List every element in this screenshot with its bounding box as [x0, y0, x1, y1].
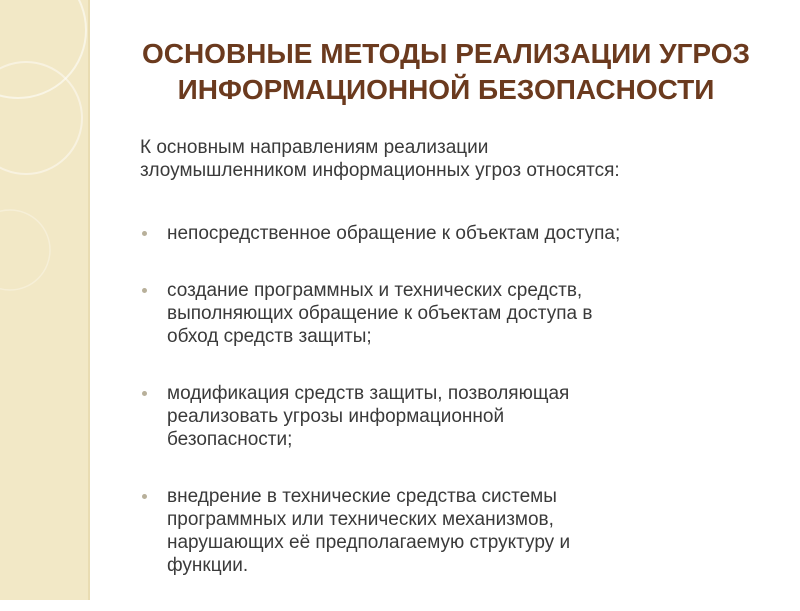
bullet-line: внедрение в технические средства системы: [167, 486, 557, 507]
slide-title: [92, 36, 800, 108]
bullet-line: реализовать угрозы информационной: [167, 406, 505, 427]
bullet-dot-icon: [142, 288, 147, 293]
bullet-dot-icon: [142, 494, 147, 499]
bullet-item-mechanism-injection: [140, 485, 760, 577]
bullet-item-direct-access: [140, 222, 760, 245]
slide-title-line-2: ИНФОРМАЦИОННОЙ БЕЗОПАСНОСТИ: [177, 74, 715, 105]
intro-line-1: К основным направлениям реализации: [140, 137, 489, 158]
intro-text: [140, 136, 780, 182]
bullet-line: выполняющих обращение к объектам доступа в: [167, 303, 593, 324]
bullet-line: программных или технических механизмов,: [167, 509, 554, 530]
intro-line-2: злоумышленником информационных угроз относятся:: [140, 160, 620, 181]
bullet-dot-icon: [142, 391, 147, 396]
bullet-line: создание программных и технических средств,: [167, 280, 583, 301]
decorative-circles-graphic: [0, 0, 88, 600]
bullet-line: нарушающих её предполагаемую структуру и: [167, 532, 571, 553]
bullet-dot-icon: [142, 231, 147, 236]
decorative-side-band: [0, 0, 88, 600]
bullet-line: обход средств защиты;: [167, 326, 372, 347]
slide-title-line-1: ОСНОВНЫЕ МЕТОДЫ РЕАЛИЗАЦИИ УГРОЗ: [141, 38, 751, 69]
bullet-list: [140, 222, 760, 611]
bullet-line: безопасности;: [167, 429, 293, 450]
side-band-edge: [88, 0, 90, 600]
bullet-line: непосредственное обращение к объектам доступа;: [167, 223, 621, 244]
bullet-line: функции.: [167, 555, 249, 576]
bullet-item-bypass-tools: [140, 279, 760, 348]
bullet-item-protection-modification: [140, 382, 760, 451]
bullet-line: модификация средств защиты, позволяющая: [167, 383, 570, 404]
